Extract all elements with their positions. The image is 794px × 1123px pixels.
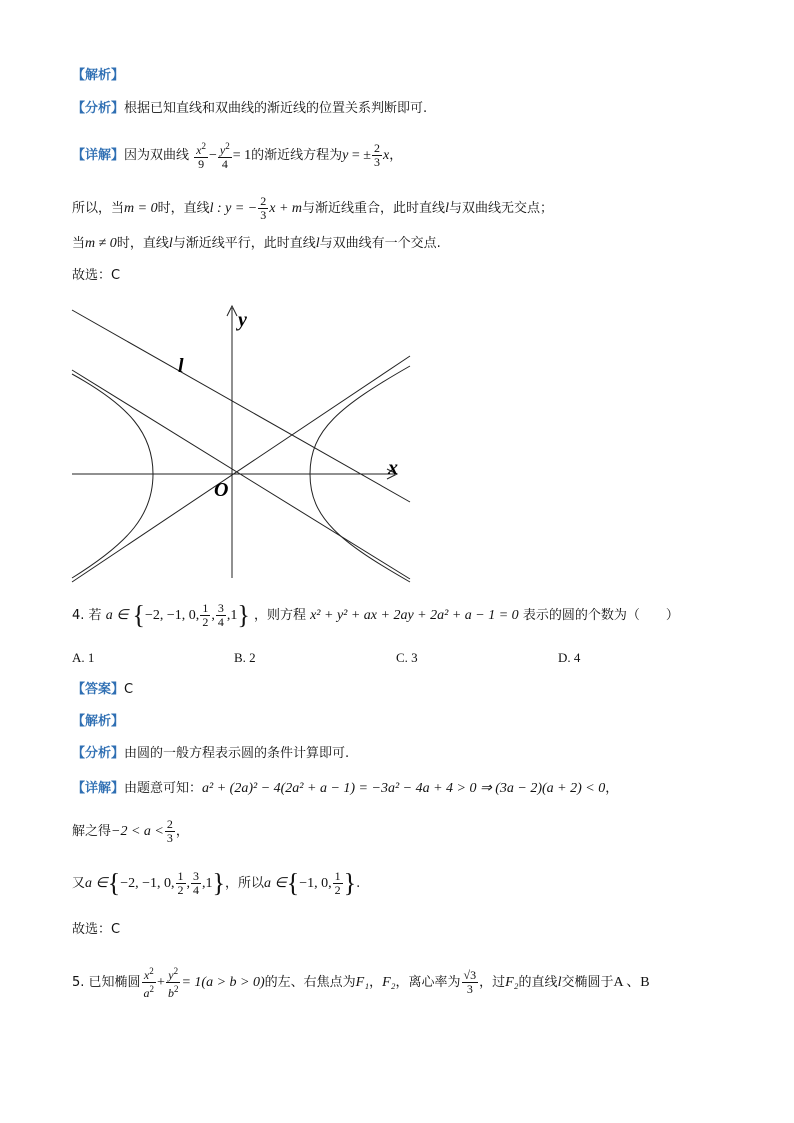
- line2-m: m = 0: [124, 201, 158, 216]
- frac-x2-9: $\frac{x^2}{9}$: [196, 141, 206, 171]
- line3-text-b: 时，直线: [116, 236, 169, 251]
- line3-m: m ≠ 0: [85, 236, 117, 251]
- guxuan-4: 故选：C: [72, 922, 121, 937]
- fenxi-text: 根据已知直线和双曲线的渐近线的位置关系判断即可.: [124, 101, 428, 116]
- line3-text-d: 与双曲线有一个交点.: [319, 236, 441, 251]
- q4-fenxi: [72, 744, 349, 764]
- q4-xiangjie: [72, 779, 618, 799]
- q5-f1: F₁: [355, 975, 370, 990]
- xiangjie-text-b: 的渐近线方程为: [251, 148, 343, 163]
- xiangjie-tag: 【详解】: [72, 148, 125, 163]
- q4-fenxi-text: 由圆的一般方程表示圆的条件计算即可.: [124, 746, 350, 761]
- q4-fenxi-tag: 【分析】: [72, 746, 125, 761]
- x-axis-label: x: [388, 457, 398, 479]
- line-l: [72, 310, 410, 502]
- guxuan-3: 故选：C: [72, 268, 121, 283]
- line3-text-c: 与渐近线平行，此时直线: [172, 236, 316, 251]
- xiangjie-line: 【详解】因为双曲线 $\frac{x^2}{9}$ − $\frac{y^2}{4}$ = 1的渐近线方程为y = ± $\frac{2}{3}$ x，: [72, 141, 403, 171]
- q5-f2-b: F₂: [505, 975, 519, 990]
- q4-set-values: −2, −1, 0,: [145, 608, 200, 623]
- q4-you: 又a ∈{−2, −1, 0, $\frac{1}{2}$ , $\frac{3}{4}$ ,1}，所以a ∈{−1, 0, $\frac{1}{2}$ }.: [72, 868, 361, 898]
- q4-set-a: a ∈: [105, 608, 129, 623]
- q4-solve-eq: −2 < a <: [111, 824, 164, 839]
- q4-stem-c: 表示的圆的个数为（ ）: [522, 608, 679, 623]
- q4-stem: 4. 若 a ∈ {−2, −1, 0, $\frac{1}{2}$ , $\frac{3}{4}$ ,1} ，则方程 x² + y² + ax + 2ay + 2a² + a − 1 = 0 表示的圆的个数为（ ）: [72, 600, 679, 630]
- frac-y2-4: $\frac{y^2}{4}$: [219, 141, 230, 171]
- q4-you-b: ，所以: [224, 876, 264, 891]
- q4-xiangjie-end: ，: [605, 781, 619, 796]
- q4-you-set2-values: −1, 0,: [299, 876, 332, 891]
- q5-stem-c: ，离心率为: [395, 975, 461, 990]
- frac-2-3: $\frac{2}{3}$: [373, 141, 380, 169]
- q5-condition: = 1(a > b > 0): [181, 975, 265, 990]
- q5-f2: F₂: [382, 975, 396, 990]
- q5-stem-e: 的直线: [518, 975, 558, 990]
- xiangjie-text-a: 因为双曲线: [124, 148, 190, 163]
- q4-equation: x² + y² + ax + 2ay + 2a² + a − 1 = 0: [310, 608, 519, 623]
- q4-jiexi: [72, 712, 124, 732]
- origin-label: O: [214, 479, 229, 501]
- line2-text-d: 与渐近线重合，此时直线: [302, 201, 446, 216]
- q5-stem: 5. 已知椭圆 $\frac{x^2}{a^2}$ + $\frac{y^2}{b^2}$ = 1(a > b > 0)的左、右焦点为F₁，F₂，离心率为 $\frac{√3}{3}$ ，过F₂的直线l交椭圆于A 、B: [72, 966, 650, 1000]
- q4-answer: [72, 680, 133, 700]
- q4-you-end: .: [356, 876, 361, 891]
- q4-solve-a: 解之得: [72, 824, 112, 839]
- q4-you-set-values: −2, −1, 0,: [120, 876, 175, 891]
- q4-solve: 解之得−2 < a < $\frac{2}{3}$ ，: [72, 817, 189, 845]
- q4-option-d: D. 4: [558, 650, 581, 665]
- y-axis-label: y: [238, 309, 247, 331]
- q4-xiangjie-a: 由题意可知：: [124, 781, 203, 796]
- q4-solve-end: ，: [175, 824, 189, 839]
- q4-you-set: a ∈: [85, 876, 108, 891]
- line3-text-a: 当: [72, 236, 86, 251]
- line3: 当m ≠ 0时，直线l与渐近线平行，此时直线l与双曲线有一个交点.: [72, 236, 441, 251]
- q4-jiexi-tag: 【解析】: [72, 714, 125, 729]
- q4-stem-b: ，则方程: [253, 608, 306, 623]
- q4-you-set2: a ∈: [264, 876, 287, 891]
- line2-text-a: 所以，当: [72, 201, 125, 216]
- q4-option-a: A. 1: [72, 650, 95, 665]
- q5-stem-f: 交椭圆于: [561, 975, 614, 990]
- line2: 所以，当m = 0时，直线l : y = − $\frac{2}{3}$ x + m与渐近线重合，此时直线l与双曲线无交点；: [72, 194, 553, 222]
- q4-stem-a: 4. 若: [72, 608, 102, 623]
- fenxi-tag: 【分析】: [72, 101, 125, 116]
- jiexi-heading: [72, 66, 124, 86]
- line2-eq-tail: x + m: [269, 201, 303, 216]
- q4-discriminant: a² + (2a)² − 4(2a² + a − 1) = −3a² − 4a + 4 > 0 ⇒ (3a − 2)(a + 2) < 0: [202, 781, 606, 796]
- line-l-label: l: [178, 355, 184, 377]
- q4-answer-value: C: [124, 682, 134, 697]
- frac-2-3-b: $\frac{2}{3}$: [260, 194, 267, 222]
- q5-sep: ，: [369, 975, 383, 990]
- line2-eq: l : y = −: [209, 201, 258, 216]
- jiexi-tag: 【解析】: [72, 68, 125, 83]
- hyperbola-graph: [0, 300, 794, 600]
- xiangjie-text-c: ，: [389, 148, 403, 163]
- q5-stem-a: 5. 已知椭圆: [72, 975, 141, 990]
- q4-option-b: B. 2: [234, 650, 256, 665]
- line2-text-e: 与双曲线无交点；: [448, 201, 553, 216]
- fenxi-line: [72, 99, 427, 119]
- q4-answer-tag: 【答案】: [72, 682, 125, 697]
- q4-xiangjie-tag: 【详解】: [72, 781, 125, 796]
- q5-points: A 、B: [613, 975, 650, 990]
- q5-stem-b: 的左、右焦点为: [264, 975, 356, 990]
- q4-you-a: 又: [72, 876, 86, 891]
- hyperbola-left-branch: [72, 374, 153, 578]
- line2-text-b: 时，直线: [157, 201, 210, 216]
- q5-stem-d: ，过: [479, 975, 506, 990]
- q4-option-c: C. 3: [396, 650, 418, 665]
